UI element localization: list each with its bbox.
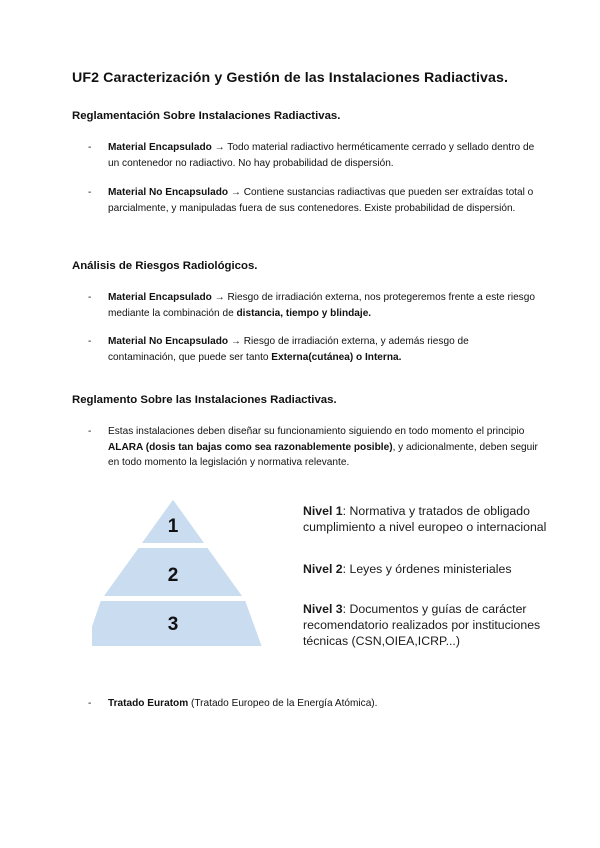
item-term: Material No Encapsulado <box>108 187 229 198</box>
section-heading-reglamentacion: Reglamentación Sobre Instalaciones Radiactivas. <box>72 110 341 122</box>
pyramid-level-3-description <box>303 601 563 649</box>
section-heading-reglamento: Reglamento Sobre las Instalaciones Radiactivas. <box>72 394 337 406</box>
level-text: : Leyes y órdenes ministeriales <box>342 562 512 576</box>
list-item <box>88 140 538 171</box>
list-item <box>88 696 538 712</box>
item-term: Tratado Euratom <box>108 698 189 709</box>
level-text: : Documentos y guías de carácter recomendatorio realizados por instituciones técnicas (CSN,OIEA,ICRP...) <box>303 602 541 648</box>
level-label: Nivel 2 <box>303 562 343 576</box>
list-dash: - <box>88 426 92 437</box>
item-term: Material Encapsulado <box>108 292 212 303</box>
item-description: → Contiene sustancias radiactivas que pueden ser extraídas total o parcialmente, y manipuladas fuera de sus contenedores. Existe probabilidad de dispersión. <box>108 187 534 214</box>
section-heading-analisis: Análisis de Riesgos Radiológicos. <box>72 260 258 272</box>
item-emphasis: Externa(cutánea) o Interna. <box>271 351 402 363</box>
alara-pyramid-diagram <box>92 496 264 648</box>
item-description: → Riesgo de irradiación externa, y además riesgo de contaminación, que puede ser tanto <box>108 336 469 363</box>
item-emphasis: distancia, tiempo y blindaje. <box>236 307 372 319</box>
pyramid-level-1-description <box>303 503 563 535</box>
document-title: UF2 Caracterización y Gestión de las Instalaciones Radiactivas. <box>72 70 509 86</box>
pyramid-number-1: 1 <box>167 516 179 537</box>
item-description-end: , y adicionalmente, deben seguir en todo momento la legislación y normativa relevante. <box>108 441 538 469</box>
item-description: → Riesgo de irradiación externa, nos protegeremos frente a este riesgo mediante la combinación de <box>108 292 535 319</box>
list-dash: - <box>88 698 92 709</box>
list-item <box>88 185 538 216</box>
list-item <box>88 424 538 471</box>
item-description: Estas instalaciones deben diseñar su funcionamiento siguiendo en todo momento el principio <box>108 426 525 437</box>
pyramid-level-2-description <box>303 561 563 577</box>
list-dash: - <box>88 336 92 347</box>
list-dash: - <box>88 292 92 303</box>
level-label: Nivel 3 <box>303 602 343 616</box>
list-dash: - <box>88 187 92 198</box>
pyramid-number-2: 2 <box>167 565 179 586</box>
item-description: (Tratado Europeo de la Energía Atómica). <box>188 698 378 709</box>
item-emphasis: ALARA (dosis tan bajas como sea razonablemente posible) <box>108 441 393 453</box>
item-description: → Todo material radiactivo herméticamente cerrado y sellado dentro de un contenedor no radiactivo. No hay probabilidad de dispersión. <box>108 142 535 169</box>
list-item <box>88 334 538 365</box>
item-term: Material No Encapsulado <box>108 336 229 347</box>
level-text: : Normativa y tratados de obligado cumplimiento a nivel europeo o internacional <box>303 504 547 534</box>
item-term: Material Encapsulado <box>108 142 212 153</box>
list-item <box>88 290 538 321</box>
level-label: Nivel 1 <box>303 504 343 518</box>
pyramid-number-3: 3 <box>167 614 179 635</box>
list-dash: - <box>88 142 92 153</box>
